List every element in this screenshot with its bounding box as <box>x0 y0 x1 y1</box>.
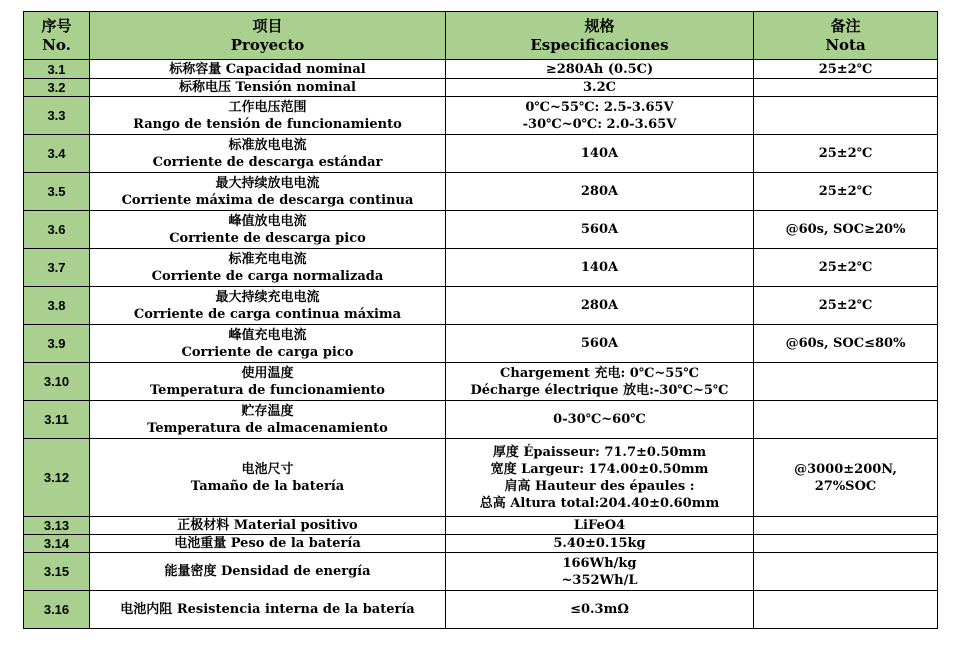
item-cell-line: 能量密度 Densidad de energía <box>164 564 371 579</box>
table-row <box>24 135 938 173</box>
table-row <box>24 249 938 287</box>
item-cell-line: Temperatura de funcionamiento <box>150 382 385 398</box>
note-cell <box>754 211 938 249</box>
item-cell-line: 标称容量 Capacidad nominal <box>169 61 366 77</box>
spec-cell-line: 560A <box>580 336 619 351</box>
table-row <box>24 591 938 629</box>
row-number: 3.2 <box>24 79 90 97</box>
item-cell <box>90 249 446 287</box>
spec-cell <box>446 517 754 535</box>
item-cell <box>90 97 446 135</box>
table-row <box>24 535 938 553</box>
spec-cell-line: 140A <box>580 260 619 275</box>
item-cell <box>90 135 446 173</box>
table-row <box>24 363 938 401</box>
item-cell-line: Corriente máxima de descarga continua <box>121 192 414 208</box>
header-item-es: Proyecto <box>230 35 305 54</box>
note-cell-line: 25±2℃ <box>818 146 873 161</box>
spec-cell-line: 0℃~55℃: 2.5-3.65V <box>525 99 674 115</box>
note-cell <box>754 553 938 591</box>
spec-cell <box>446 79 754 97</box>
table-row <box>24 287 938 325</box>
spec-cell <box>446 287 754 325</box>
spec-cell <box>446 60 754 79</box>
row-number: 3.13 <box>24 517 90 535</box>
spec-cell <box>446 553 754 591</box>
spec-table <box>23 11 938 629</box>
item-cell-line: 正极材料 Material positivo <box>177 518 358 533</box>
item-cell-line: Corriente de descarga pico <box>169 230 366 246</box>
header-note <box>754 12 938 60</box>
header-no-zh: 序号 <box>41 16 72 35</box>
spec-cell <box>446 97 754 135</box>
item-cell <box>90 173 446 211</box>
note-cell <box>754 249 938 287</box>
header-row <box>24 12 938 60</box>
row-number: 3.6 <box>24 211 90 249</box>
note-cell <box>754 325 938 363</box>
note-cell-line: 27%SOC <box>814 478 877 494</box>
item-cell <box>90 287 446 325</box>
header-note-zh: 备注 <box>830 16 861 35</box>
item-cell-line: Rango de tensión de funcionamiento <box>133 116 402 132</box>
note-cell <box>754 173 938 211</box>
header-no-es: No. <box>42 35 71 54</box>
note-cell-line: @60s, SOC≥20% <box>785 222 906 237</box>
note-cell-line: 25±2℃ <box>818 61 873 77</box>
spec-cell <box>446 135 754 173</box>
row-number: 3.14 <box>24 535 90 553</box>
table-row <box>24 60 938 79</box>
item-cell <box>90 363 446 401</box>
item-cell-line: 峰值充电电流 <box>228 327 307 343</box>
spec-cell-line: 3.2C <box>583 80 616 95</box>
spec-cell-line: 280A <box>580 298 619 313</box>
spec-cell <box>446 439 754 517</box>
row-number: 3.15 <box>24 553 90 591</box>
table-row <box>24 173 938 211</box>
spec-cell-line: 总高 Altura total:204.40±0.60mm <box>479 495 720 511</box>
header-spec-es: Especificaciones <box>530 35 669 54</box>
note-cell <box>754 591 938 629</box>
spec-cell-line: LiFeO4 <box>573 518 626 533</box>
row-number: 3.12 <box>24 439 90 517</box>
note-cell <box>754 97 938 135</box>
spec-cell-line: ≥280Ah (0.5C) <box>545 61 654 77</box>
item-cell-line: Corriente de carga normalizada <box>151 268 384 284</box>
item-cell-line: 最大持续放电电流 <box>215 175 320 191</box>
row-number: 3.9 <box>24 325 90 363</box>
note-cell <box>754 287 938 325</box>
note-cell-line: @3000±200N, <box>794 461 897 477</box>
item-cell-line: Corriente de descarga estándar <box>152 154 383 170</box>
item-cell-line: Corriente de carga pico <box>181 344 354 360</box>
item-cell-line: 工作电压范围 <box>228 99 307 115</box>
spec-cell-line: 140A <box>580 146 619 161</box>
header-item-zh: 项目 <box>252 16 283 35</box>
row-number: 3.4 <box>24 135 90 173</box>
row-number: 3.1 <box>24 60 90 79</box>
row-number: 3.3 <box>24 97 90 135</box>
spec-cell <box>446 211 754 249</box>
note-cell <box>754 79 938 97</box>
item-cell-line: 电池内阻 Resistencia interna de la batería <box>120 602 415 617</box>
item-cell-line: 贮存温度 <box>241 403 294 419</box>
table-row <box>24 79 938 97</box>
table-row <box>24 401 938 439</box>
row-number: 3.7 <box>24 249 90 287</box>
item-cell <box>90 517 446 535</box>
spec-cell-line: 宽度 Largeur: 174.00±0.50mm <box>490 461 709 477</box>
spec-cell <box>446 325 754 363</box>
table-row <box>24 211 938 249</box>
note-cell <box>754 401 938 439</box>
spec-cell <box>446 401 754 439</box>
spec-cell <box>446 173 754 211</box>
header-spec-zh: 规格 <box>584 16 615 35</box>
note-cell-line: 25±2℃ <box>818 298 873 313</box>
spec-cell-line: 280A <box>580 184 619 199</box>
item-cell <box>90 553 446 591</box>
note-cell <box>754 439 938 517</box>
spec-cell <box>446 249 754 287</box>
item-cell <box>90 60 446 79</box>
item-cell-line: 使用温度 <box>241 365 294 381</box>
spec-cell-line: 肩高 Hauteur des épaules : <box>504 478 695 494</box>
note-cell-line: 25±2℃ <box>818 260 873 275</box>
spec-cell-line: 厚度 Épaisseur: 71.7±0.50mm <box>492 444 707 460</box>
table-row <box>24 517 938 535</box>
row-number: 3.5 <box>24 173 90 211</box>
item-cell-line: 标准充电电流 <box>228 251 307 267</box>
spec-cell-line: ~352Wh/L <box>561 572 638 588</box>
row-number: 3.11 <box>24 401 90 439</box>
table-row <box>24 553 938 591</box>
note-cell-line: 25±2℃ <box>818 184 873 199</box>
spec-cell <box>446 591 754 629</box>
header-item <box>90 12 446 60</box>
spec-cell-line: ≤0.3mΩ <box>570 602 629 617</box>
header-no <box>24 12 90 60</box>
note-cell-line: @60s, SOC≤80% <box>785 336 906 351</box>
item-cell <box>90 535 446 553</box>
spec-cell-line: -30℃~0℃: 2.0-3.65V <box>522 116 677 132</box>
header-note-es: Nota <box>825 35 866 54</box>
item-cell <box>90 401 446 439</box>
item-cell-line: Corriente de carga continua máxima <box>133 306 402 322</box>
item-cell <box>90 325 446 363</box>
item-cell <box>90 211 446 249</box>
spec-cell-line: Chargement 充电: 0℃~55℃ <box>500 365 699 381</box>
spec-table-body <box>24 12 938 629</box>
item-cell <box>90 591 446 629</box>
item-cell-line: 最大持续充电电流 <box>215 289 320 305</box>
spec-cell-line: Décharge électrique 放电:-30℃~5℃ <box>470 382 729 398</box>
table-row <box>24 325 938 363</box>
row-number: 3.16 <box>24 591 90 629</box>
note-cell <box>754 517 938 535</box>
item-cell-line: Temperatura de almacenamiento <box>147 420 388 436</box>
header-spec <box>446 12 754 60</box>
item-cell-line: 标称电压 Tensión nominal <box>179 80 356 95</box>
item-cell <box>90 439 446 517</box>
item-cell-line: 电池重量 Peso de la batería <box>174 536 361 551</box>
spec-cell <box>446 535 754 553</box>
item-cell-line: 峰值放电电流 <box>228 213 307 229</box>
spec-cell-line: 560A <box>580 222 619 237</box>
table-row <box>24 439 938 517</box>
row-number: 3.10 <box>24 363 90 401</box>
note-cell <box>754 135 938 173</box>
spec-cell-line: 166Wh/kg <box>562 555 637 571</box>
row-number: 3.8 <box>24 287 90 325</box>
item-cell <box>90 79 446 97</box>
item-cell-line: Tamaño de la batería <box>190 478 345 494</box>
table-row <box>24 97 938 135</box>
item-cell-line: 电池尺寸 <box>241 461 294 477</box>
item-cell-line: 标准放电电流 <box>228 137 307 153</box>
note-cell <box>754 363 938 401</box>
spec-cell-line: 0-30℃~60℃ <box>553 412 646 427</box>
spec-cell-line: 5.40±0.15kg <box>553 536 646 551</box>
note-cell <box>754 535 938 553</box>
spec-cell <box>446 363 754 401</box>
note-cell <box>754 60 938 79</box>
